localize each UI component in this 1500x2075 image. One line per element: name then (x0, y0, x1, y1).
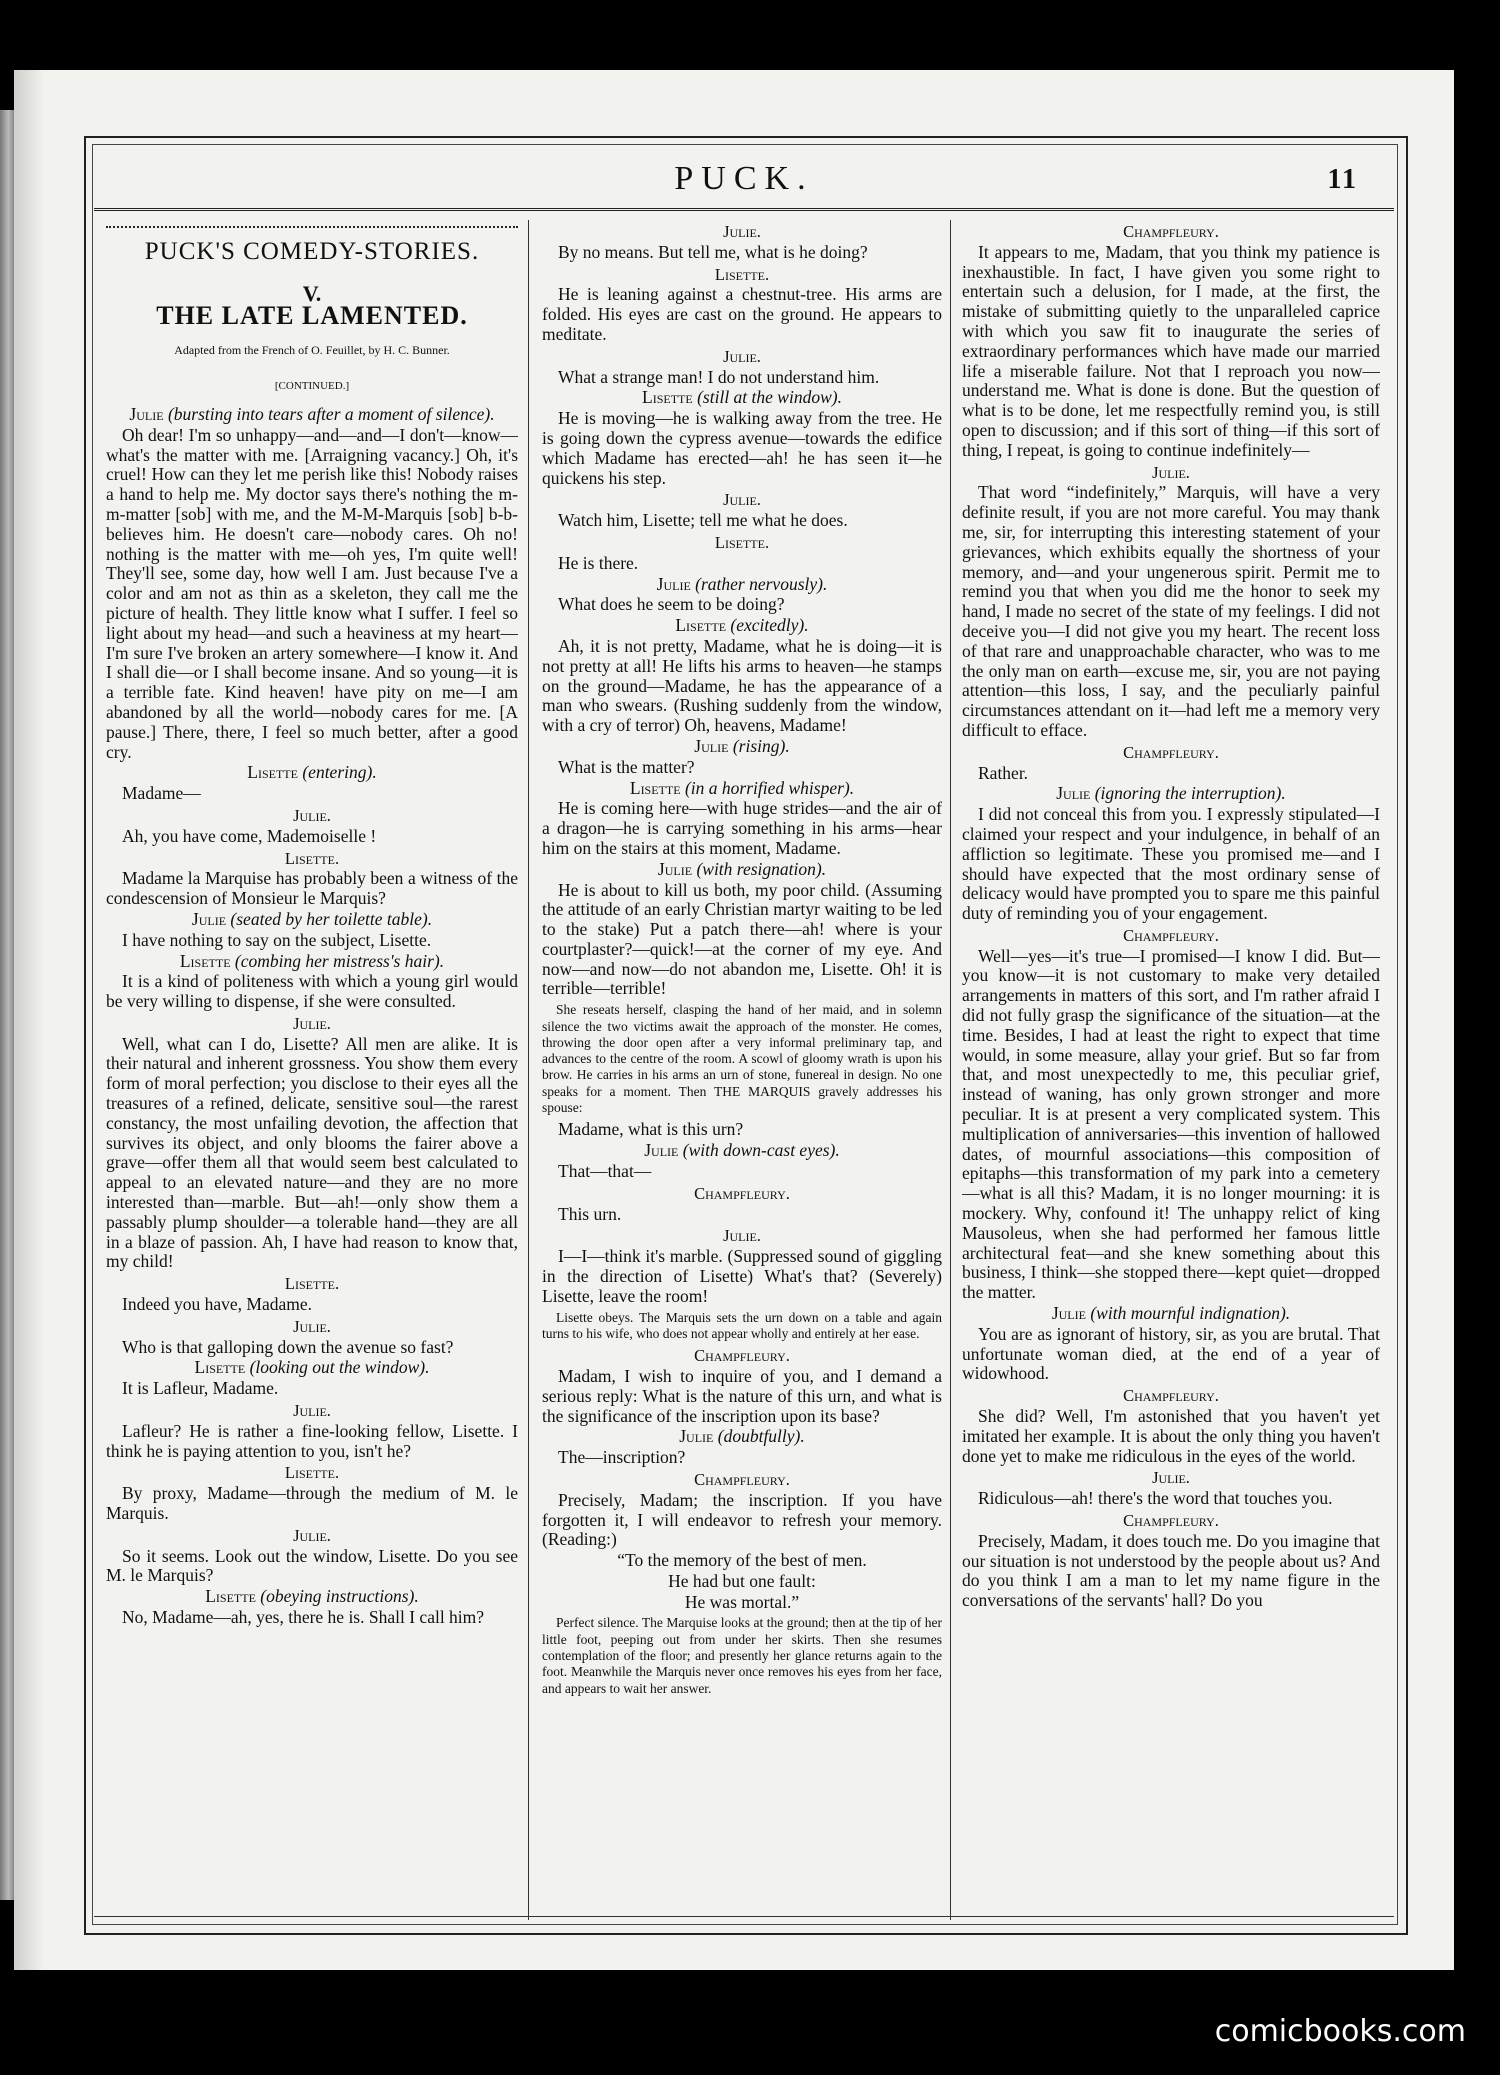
dialogue-paragraph: Madame, what is this urn? (558, 1119, 744, 1140)
dialogue-paragraph: Ah, it is not pretty, Madame, what he is doing—it is not pretty at all! He lifts his arms to heaven—he stamps on the ground—Madame, he has the appearance of a man who swears. (Rushing suddenly from the window, with a cry of terror) Oh, heavens, Madame! (542, 635, 942, 736)
speaker-name: Julie. (1152, 1468, 1190, 1488)
speaker-name: Lisette (179, 950, 231, 971)
dialogue-paragraph: What a strange man! I do not understand him. (558, 366, 880, 387)
text-column-1 (106, 220, 518, 1920)
speaker-name: Julie. (723, 1226, 761, 1246)
direction-text: (in a horrified whisper). (684, 777, 855, 798)
speaker-name: Lisette. (714, 264, 770, 284)
direction-text: (bursting into tears after a moment of silence). (167, 403, 495, 424)
speaker-name: Julie (1051, 1303, 1086, 1324)
stage-direction-heading (106, 405, 518, 425)
stage-direction-heading (542, 860, 942, 880)
speaker-name: Julie. (293, 1013, 331, 1033)
dialogue-paragraph: Lafleur? He is rather a fine-looking fellow, Lisette. I think he is paying attention to you, isn't he? (106, 1420, 518, 1461)
stage-direction-heading (962, 1304, 1380, 1324)
direction-text: (obeying instructions). (260, 1586, 419, 1607)
speaker-name: Lisette (675, 615, 727, 636)
stage-note: Perfect silence. The Marquise looks at the ground; then at the tip of her little foot, peeping out from under her skirts. Then she resumes contemplation of the floor; and presently her glance returns again to the foot. Meanwhile the Marquis never once removes his eyes from her face, and appears to wait her answer. (542, 1615, 942, 1696)
direction-text: (entering). (302, 762, 377, 783)
stage-direction-heading (106, 952, 518, 972)
column-body (962, 222, 1380, 1611)
dialogue-paragraph: It appears to me, Madam, that you think my patience is inexhaustible. In fact, I have given you some right to entertain such a delusion, for I made, at the first, the mistake of submitting quietly to the unparalleled caprice with which you saw fit to inaugurate the series of extraordinary performances which have made our married life a miserable failure. Not that I reproach you now—understand me. What is done is done. But the question of what is to be done, let me respectfully remind you, is still open to discussion; and if this sort of thing—if this sort of thing, I repeat, is going to continue indefinitely— (962, 241, 1380, 460)
direction-text: (with resignation). (696, 858, 827, 879)
speaker-name: Champfleury. (1123, 1511, 1219, 1530)
dialogue-paragraph: Watch him, Lisette; tell me what he does. (558, 510, 848, 531)
stage-direction-heading (542, 737, 942, 757)
speaker-name: Julie (1056, 783, 1091, 804)
dialogue-paragraph: No, Madame—ah, yes, there he is. Shall I call him? (122, 1607, 485, 1627)
page-number: 11 (1327, 164, 1358, 195)
decorative-rule (106, 226, 518, 236)
story-attribution: Adapted from the French of O. Feuillet, by H. C. Bunner. (174, 343, 450, 358)
dialogue-paragraph: By no means. But tell me, what is he doing? (558, 241, 868, 262)
speaker-name: Julie. (293, 1316, 331, 1336)
speaker-name: Champfleury. (1123, 1386, 1219, 1406)
dialogue-paragraph: By proxy, Madame—through the medium of M. le Marquis. (106, 1483, 518, 1524)
stage-direction-heading (542, 616, 942, 636)
dialogue-paragraph: I have nothing to say on the subject, Lisette. (122, 929, 432, 950)
direction-text: (rather nervously). (695, 573, 828, 594)
speaker-name: Julie (679, 1426, 714, 1447)
dialogue-paragraph: I did not conceal this from you. I expressly stipulated—I claimed your respect and your indulgence, in behalf of an affliction so legitimate. These you promised me—and I should have expected that the most ordinary sense of delicacy would have prompted you to spare me this painful duty of reminding you of your engagement. (962, 804, 1380, 924)
direction-text: (with mournful indignation). (1090, 1303, 1291, 1324)
masthead-title: PUCK. (674, 160, 814, 197)
dialogue-paragraph: Indeed you have, Madame. (122, 1294, 312, 1315)
direction-text: (excitedly). (730, 615, 809, 636)
column-body (542, 222, 942, 1697)
stage-direction-heading (106, 1587, 518, 1607)
dialogue-paragraph: It is Lafleur, Madame. (122, 1378, 279, 1399)
dialogue-paragraph: You are as ignorant of history, sir, as you are brutal. That unfortunate woman died, at the end of a year of widowhood. (962, 1323, 1380, 1384)
speaker-name: Julie (694, 735, 729, 756)
direction-text: (with down-cast eyes). (682, 1140, 840, 1161)
dialogue-paragraph: Oh dear! I'm so unhappy—and—and—I don't—know—what's the matter with me. [Arraigning vacancy.] Oh, it's cruel! How can they let me perish like this! Nobody raises a hand to help me. My doctor says there's nothing the m-m-matter [sob] with me, and the M-M-Marquis [sob] b-b-believes him. He doesn't care—nobody cares. Oh no! nothing is the matter with me—oh yes, I'm quite well! They'll see, some day, how well I am. Just because I've a color and am not as thin as a skeleton, they call me the picture of health. They little know what I suffer. I feel so light about my head—and such a heaviness at my heart—I'm sure I've broken an artery somewhere—I know it. And I shall die—or I shall become insane. And so young—it is a terrible fate. Kind heaven! have pity on me—I am abandoned by all the world—nobody cares for me. [A pause.] There, there, I feel so much better, after a good cry. (106, 424, 518, 762)
dialogue-paragraph: Ridiculous—ah! there's the word that touches you. (978, 1488, 1333, 1509)
dialogue-paragraph: Well—yes—it's true—I promised—I know I did. But—you know—it is not customary to make very detailed arrangements in matters of this sort, and I'm rather afraid I did not fully grasp the significance of the situation—at the time. Besides, I had at least the right to expect that time would, in some measure, allay your grief. But so far from that, and most unexpectedly to me, this peculiar grief, instead of waning, has only grown stronger and more peculiar. It is at present a very complicated system. This multiplication of anniversaries—this invention of hallowed dates, of mournful associations—this composition of epitaphs—this transformation of my park into a cemetery—what is all this? Madam, it is no longer mourning: it is mockery. Why, confound it! The unhappy relict of king Mausoleus, when she had performed her famous little architectural feat—and she knew something about this business, I think—she stopped there—kept quiet—dropped the matter. (962, 945, 1380, 1303)
stage-note: Lisette obeys. The Marquis sets the urn down on a table and again turns to his wife, who does not appear wholly and entirely at her ease. (542, 1309, 942, 1341)
inscription-line: “To the memory of the best of men. (617, 1550, 867, 1571)
dialogue-paragraph: Madame la Marquise has probably been a witness of the condescension of Monsieur le Marquis? (106, 868, 518, 909)
magazine-page (14, 70, 1454, 1970)
speaker-name: Lisette (629, 777, 681, 798)
direction-text: (rising). (732, 735, 790, 756)
dialogue-paragraph: He is about to kill us both, my poor child. (Assuming the attitude of an early Christian martyr waiting to be led to the stake) Put a patch there—ah! where is your courtplaster?—quick!—at the corner of my eye. And now—and now—do not abandon me, Lisette. Oh! it is terrible—terrible! (542, 879, 942, 999)
dialogue-paragraph: He is leaning against a chestnut-tree. His arms are folded. His eyes are cast on the ground. He appears to meditate. (542, 284, 942, 344)
speaker-name: Champfleury. (694, 1469, 790, 1489)
dialogue-paragraph: It is a kind of politeness with which a young girl would be very willing to dispense, if she were consulted. (106, 971, 518, 1012)
speaker-name: Julie. (293, 805, 331, 825)
watermark: comicbooks.com (1214, 2014, 1466, 2049)
dialogue-paragraph: Ah, you have come, Mademoiselle ! (122, 825, 377, 846)
speaker-name: Lisette (642, 387, 693, 408)
inscription-line: He was mortal.” (684, 1591, 800, 1612)
dialogue-paragraph: He is there. (558, 552, 639, 573)
speaker-name: Julie (644, 1140, 679, 1161)
speaker-name: Lisette (247, 762, 298, 783)
speaker-name: Julie (129, 403, 164, 424)
direction-text: (seated by her toilette table). (230, 908, 433, 929)
speaker-name: Champfleury. (694, 1346, 790, 1366)
dialogue-paragraph: He is coming here—with huge strides—and the air of a dragon—he is carrying something in his arms—hear him on the stairs at this moment, Madame. (542, 798, 942, 858)
speaker-name: Lisette. (284, 1463, 340, 1483)
stage-direction-heading (106, 910, 518, 930)
bottom-rule (94, 1916, 1394, 1917)
speaker-name: Lisette (205, 1586, 256, 1607)
masthead-rule (94, 208, 1394, 211)
speaker-name: Champfleury. (1123, 925, 1219, 945)
stage-direction-heading (542, 779, 942, 799)
dialogue-paragraph: That—that— (558, 1160, 652, 1181)
direction-text: (ignoring the interruption). (1094, 783, 1286, 804)
speaker-name: Julie (656, 573, 691, 594)
dialogue-paragraph: Precisely, Madam, it does touch me. Do you imagine that our situation is not understood by the people about us? And do you think I am a man to let my name figure in the conversations of the servants' hall? Do you (962, 1530, 1380, 1611)
story-number: V. (302, 280, 322, 306)
stage-direction-heading (106, 1358, 518, 1378)
text-column-3 (962, 220, 1380, 1920)
speaker-name: Champfleury. (1123, 222, 1219, 241)
column-divider (950, 220, 951, 1920)
speaker-name: Julie. (293, 1525, 331, 1545)
stage-direction-heading (542, 575, 942, 595)
speaker-name: Champfleury. (1123, 742, 1219, 762)
dialogue-paragraph: This urn. (558, 1203, 622, 1224)
masthead (94, 156, 1394, 216)
speaker-name: Julie. (723, 346, 761, 366)
direction-text: (still at the window). (697, 387, 842, 408)
dialogue-paragraph: Madam, I wish to inquire of you, and I demand a serious reply: What is the nature of this urn, and what is the significance of the inscription upon its base? (542, 1365, 942, 1426)
inscription-line: He had but one fault: (668, 1570, 816, 1591)
speaker-name: Julie. (293, 1401, 331, 1421)
dialogue-paragraph: Rather. (978, 762, 1029, 783)
speaker-name: Lisette. (284, 1274, 340, 1294)
stage-direction-heading (962, 784, 1380, 804)
speaker-name: Julie. (723, 222, 761, 241)
speaker-name: Julie (657, 858, 693, 879)
speaker-name: Julie. (1152, 462, 1190, 482)
stage-direction-heading (542, 1427, 942, 1447)
dialogue-paragraph: What does he seem to be doing? (558, 594, 785, 615)
speaker-name: Lisette. (284, 848, 340, 868)
direction-text: (combing her mistress's hair). (234, 950, 445, 971)
dialogue-paragraph: That word “indefinitely,” Marquis, will have a very definite result, if you are not more careful. You may thank me, sir, for interrupting this interesting statement of your grievances, which exhibits equally the shortness of your memory, and—and your ungenerous spirit. Permit me to remind you that when you did me the honor to seek my hand, I made no secret of the state of my feelings. I did not deceive you—I did not give you my heart. The recent loss of that rare and unapproachable character, who was to me the only man on earth—excuse me, sir, you are not paying attention—this loss, I say, and the peculiarly painful circumstances attendant on it—had left me a memory very difficult to efface. (962, 482, 1380, 740)
dialogue-paragraph: She did? Well, I'm astonished that you haven't yet imitated her example. It is about the only thing you haven't done yet to make me ridiculous in the eyes of the world. (962, 1406, 1380, 1466)
speaker-name: Julie (191, 908, 227, 929)
dialogue-paragraph: I—I—think it's marble. (Suppressed sound of giggling in the direction of Lisette) What's that? (Severely) Lisette, leave the room! (542, 1246, 942, 1306)
speaker-name: Lisette. (714, 532, 770, 552)
dialogue-paragraph: Who is that galloping down the avenue so fast? (122, 1336, 454, 1357)
column-body (106, 405, 518, 1628)
scan-edge (0, 110, 14, 1900)
stage-direction-heading (542, 388, 942, 408)
continued-note: [CONTINUED.] (274, 380, 350, 393)
dialogue-paragraph: What is the matter? (558, 756, 695, 777)
direction-text: (looking out the window). (249, 1357, 430, 1378)
dialogue-paragraph: He is moving—he is walking away from the tree. He is going down the cypress avenue—towards the edifice which Madame has erected—ah! he has seen it—he quickens his step. (542, 408, 942, 488)
dialogue-paragraph: Madame— (122, 783, 201, 804)
speaker-name: Julie. (723, 490, 761, 510)
story-title: THE LATE LAMENTED. (156, 300, 468, 330)
page-spine-shadow (14, 70, 42, 1970)
dialogue-paragraph: Precisely, Madam; the inscription. If you have forgotten it, I will endeavor to refresh your memory. (Reading:) (542, 1489, 942, 1550)
dialogue-paragraph: The—inscription? (558, 1447, 686, 1468)
column-divider (528, 220, 529, 1920)
text-column-2 (542, 220, 942, 1920)
series-title: PUCK'S COMEDY-STORIES. (144, 238, 480, 265)
stage-direction-heading (542, 1141, 942, 1161)
speaker-name: Lisette (194, 1357, 246, 1378)
direction-text: (doubtfully). (717, 1426, 805, 1447)
stage-direction-heading (106, 763, 518, 783)
dialogue-paragraph: Well, what can I do, Lisette? All men are alike. It is their natural and inherent grossness. You show them every form of moral perfection; you disclose to their eyes all the treasures of a refined, delicate, sensitive soul—the rarest constancy, the most unfailing devotion, the affection that survives its object, and only blooms the fairer above a grave—offer them all that would seem best calculated to appeal to an elevated nature—and they are no more interested than—marble. But—ah!—only show them a passably plump shoulder—a tolerable hand—they are all in a blaze of passion. Ah, I have had reason to know that, my child! (106, 1033, 518, 1272)
dialogue-paragraph: So it seems. Look out the window, Lisette. Do you see M. le Marquis? (106, 1545, 518, 1586)
stage-note: She reseats herself, clasping the hand of her maid, and in solemn silence the two victims await the approach of the monster. He comes, throwing the door open after a very informal preliminary tap, and advances to the centre of the room. A scowl of gloomy wrath is upon his brow. He carries in his arms an urn of stone, funereal in design. No one speaks for a moment. Then THE MARQUIS gravely addresses his spouse: (542, 1002, 942, 1116)
speaker-name: Champfleury. (694, 1183, 790, 1203)
